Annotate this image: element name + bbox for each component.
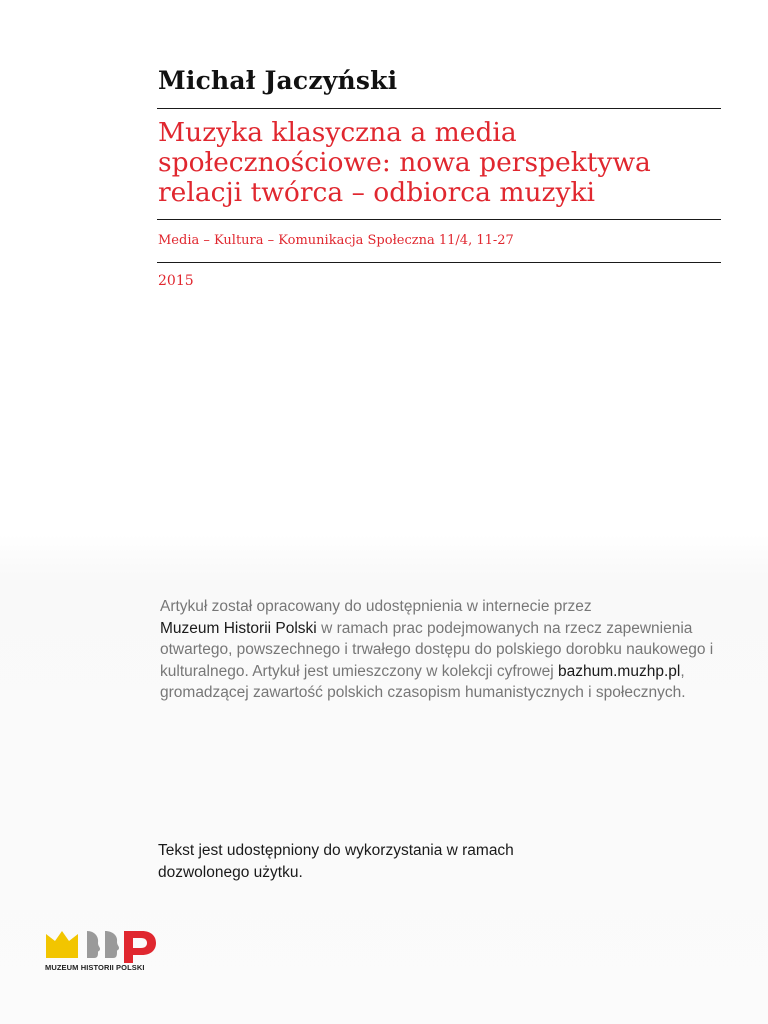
- availability-notice: [160, 596, 720, 704]
- usage-text: Tekst jest udostępniony do wykorzystania w ramach: [158, 842, 514, 859]
- logo-caption: MUZEUM HISTORII POLSKI: [45, 963, 145, 972]
- notice-text: w ramach prac podejmowanych na rzecz zapewnienia otwartego, powszechnego i trwałego dostępu do polskiego dorobku naukowego i kulturalnego. Artykuł jest umieszczony w kolekcji cyfrowej: [160, 619, 714, 680]
- title-line: relacji twórca – odbiorca muzyki: [158, 177, 595, 208]
- divider-line: [157, 219, 721, 220]
- title-line: społecznościowe: nowa perspektywa: [158, 147, 651, 178]
- logo-crown-mark: [46, 931, 78, 958]
- title-line: Muzyka klasyczna a media: [158, 117, 517, 148]
- notice-text: Artykuł został opracowany do udostępnienia w internecie przez: [160, 598, 592, 615]
- publication-year: 2015: [158, 273, 194, 289]
- museum-name: Muzeum Historii Polski: [160, 619, 317, 637]
- journal-source: Media – Kultura – Komunikacja Społeczna 11/4, 11-27: [158, 233, 514, 248]
- usage-text: dozwolonego użytku.: [158, 863, 303, 881]
- divider-line: [157, 262, 721, 263]
- divider-line: [157, 108, 721, 109]
- article-title: [158, 118, 718, 208]
- author-name: Michał Jaczyński: [158, 66, 398, 95]
- usage-notice: [158, 840, 578, 883]
- logo-faces-mark: [87, 931, 119, 958]
- bazhum-link[interactable]: bazhum.muzhp.pl: [557, 662, 681, 680]
- notice-text: , gromadzącej zawartość polskich czasopism humanistycznych i społecznych.: [160, 662, 686, 701]
- logo-p-mark: [124, 931, 156, 963]
